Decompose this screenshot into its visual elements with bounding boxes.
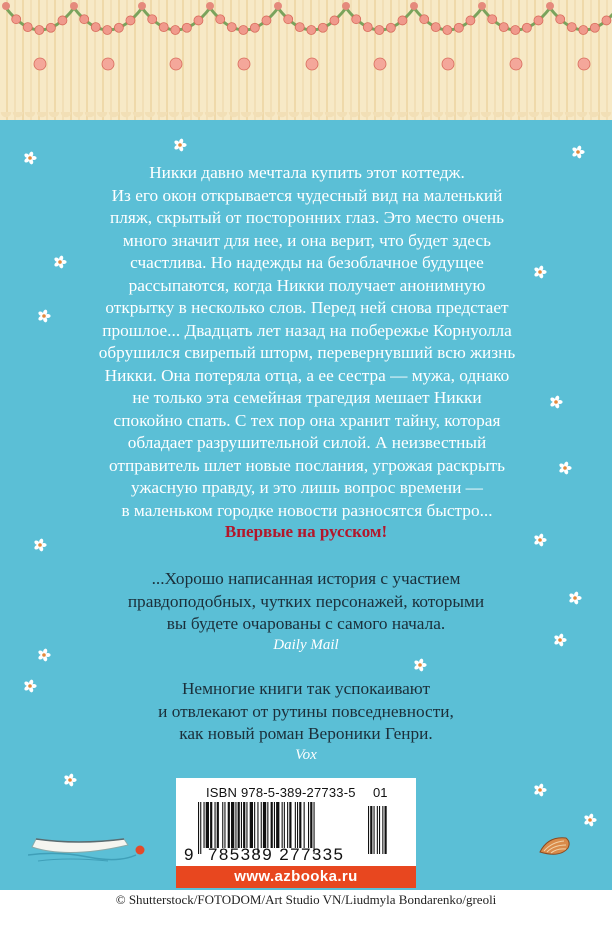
synopsis-line: отправитель шлет новые послания, угрожая раскрыть <box>109 455 505 475</box>
rose-icon <box>216 15 225 24</box>
rose-icon <box>499 23 508 32</box>
bow-icon <box>70 2 78 10</box>
synopsis-line: в маленьком городке новости разносятся быстро... <box>121 500 493 520</box>
rose-icon <box>431 23 440 32</box>
rose-icon <box>330 16 339 25</box>
synopsis-line: открытку в несколько слов. Перед ней снова предстает <box>105 298 509 317</box>
rose-icon <box>238 58 250 70</box>
review-quote <box>60 568 552 636</box>
quote-source: Daily Mail <box>273 637 339 653</box>
rose-icon <box>262 16 271 25</box>
daisy-flower-icon <box>557 460 573 476</box>
bow-icon <box>206 2 214 10</box>
rose-icon <box>306 58 318 70</box>
rose-icon <box>114 23 123 32</box>
daisy-flower-icon <box>570 144 586 160</box>
synopsis-line: Никки давно мечтала купить этот коттедж. <box>149 163 465 182</box>
rose-icon <box>103 25 112 34</box>
rose-icon <box>374 58 386 70</box>
bow-icon <box>2 2 10 10</box>
rose-icon <box>386 23 395 32</box>
bow-icon <box>478 2 486 10</box>
rose-icon <box>91 23 100 32</box>
synopsis-text <box>70 162 544 522</box>
website-link[interactable]: www.azbooka.ru <box>176 866 416 888</box>
rose-icon <box>398 16 407 25</box>
bow-icon <box>138 2 146 10</box>
rose-icon <box>442 58 454 70</box>
daisy-flower-icon <box>548 394 564 410</box>
rose-icon <box>12 15 21 24</box>
rose-icon <box>352 15 361 24</box>
rose-icon <box>375 25 384 34</box>
daisy-flower-icon <box>532 782 548 798</box>
rose-garland-icon <box>0 0 612 90</box>
synopsis-line: пляж, скрытый от посторонних глаз. Это место очень <box>109 208 505 227</box>
buoy-icon <box>134 844 146 856</box>
rose-icon <box>579 25 588 34</box>
rose-icon <box>80 15 89 24</box>
daisy-flower-icon <box>36 308 52 324</box>
rose-icon <box>46 23 55 32</box>
daisy-flower-icon <box>582 812 598 828</box>
rose-icon <box>170 58 182 70</box>
isbn-label: ISBN 978-5-389-27733-5 <box>206 785 356 800</box>
rose-icon <box>420 15 429 24</box>
daisy-flower-icon <box>172 137 188 153</box>
first-in-russian-headline: Впервые на русском! <box>224 522 388 541</box>
daisy-flower-icon <box>567 590 583 606</box>
synopsis-line: рассыпаются, когда Никки получает анонимную <box>128 275 486 295</box>
daisy-flower-icon <box>412 657 428 673</box>
seashell-icon <box>538 832 572 860</box>
rose-icon <box>307 25 316 34</box>
barcode-addon-bars <box>368 802 396 854</box>
barcode-first-digit: 9 <box>184 845 194 864</box>
quote-line: и отвлекают от рутины повседневности, <box>158 701 454 721</box>
rose-icon <box>227 23 236 32</box>
rose-icon <box>578 58 590 70</box>
rose-icon <box>510 58 522 70</box>
rose-icon <box>239 25 248 34</box>
review-quote <box>60 678 552 746</box>
rose-icon <box>602 16 611 25</box>
rose-icon <box>102 58 114 70</box>
rose-icon <box>556 15 565 24</box>
rose-icon <box>182 23 191 32</box>
synopsis-line: спокойно спать. С тех пор она хранит тайну, которая <box>113 410 501 430</box>
synopsis-line: Из его окон открывается чудесный вид на маленький <box>111 185 503 205</box>
quote-line: Немногие книги так успокаивают <box>181 679 431 698</box>
bow-icon <box>274 2 282 10</box>
rose-icon <box>148 15 157 24</box>
rose-icon <box>454 23 463 32</box>
rose-icon <box>23 23 32 32</box>
rowboat-icon <box>28 825 138 865</box>
synopsis-line: много значит для нее, и она верит, что будет здесь <box>122 230 492 250</box>
synopsis-line: ужасную правду, и это лишь вопрос времени — <box>131 478 483 497</box>
synopsis-line: не только эта семейная трагедия мешает Никки <box>132 388 482 407</box>
rose-icon <box>284 15 293 24</box>
daisy-flower-icon <box>22 678 38 694</box>
isbn-addon-label: 01 <box>373 785 388 800</box>
synopsis-line: счастлива. Но надежды на безоблачное будущее <box>130 253 484 272</box>
daisy-flower-icon <box>52 254 68 270</box>
bow-icon <box>410 2 418 10</box>
synopsis-line: прошлое... Двадцать лет назад на побережье Корнуолла <box>102 320 512 340</box>
rose-icon <box>194 16 203 25</box>
barcode-digits: 785389 277335 <box>208 845 345 864</box>
wallpaper-scallop <box>0 112 612 120</box>
bow-icon <box>342 2 350 10</box>
rose-icon <box>58 16 67 25</box>
rose-icon <box>522 23 531 32</box>
daisy-flower-icon <box>62 772 78 788</box>
bow-icon <box>546 2 554 10</box>
rose-icon <box>318 23 327 32</box>
rose-icon <box>159 23 168 32</box>
rose-icon <box>443 25 452 34</box>
quote-line: как новый роман Вероники Генри. <box>179 724 433 743</box>
rose-icon <box>363 23 372 32</box>
synopsis-line: обрушился свирепый шторм, перевернувший всю жизнь <box>98 343 516 362</box>
rose-icon <box>488 15 497 24</box>
wallpaper-band <box>0 0 612 120</box>
rose-icon <box>466 16 475 25</box>
photo-credits: © Shutterstock/FOTODOM/Art Studio VN/Liudmyla Bondarenko/greoli <box>115 892 497 907</box>
rose-icon <box>35 25 44 34</box>
quote-line: правдоподобных, чутких персонажей, которыми <box>127 591 485 611</box>
rose-icon <box>534 16 543 25</box>
rose-icon <box>171 25 180 34</box>
quote-line: вы будете очарованы с самого начала. <box>166 614 446 633</box>
rose-icon <box>126 16 135 25</box>
rose-icon <box>567 23 576 32</box>
rose-icon <box>511 25 520 34</box>
rose-icon <box>34 58 46 70</box>
synopsis-line: обладает разрушительной силой. А неизвестный <box>127 433 487 452</box>
quote-line: ...Хорошо написанная история с участием <box>151 569 461 588</box>
rose-icon <box>295 23 304 32</box>
synopsis-line: Никки. Она потеряла отца, а ее сестра — мужа, однако <box>104 365 510 385</box>
rose-icon <box>250 23 259 32</box>
daisy-flower-icon <box>22 150 38 166</box>
rose-icon <box>590 23 599 32</box>
quote-source: Vox <box>295 747 317 763</box>
